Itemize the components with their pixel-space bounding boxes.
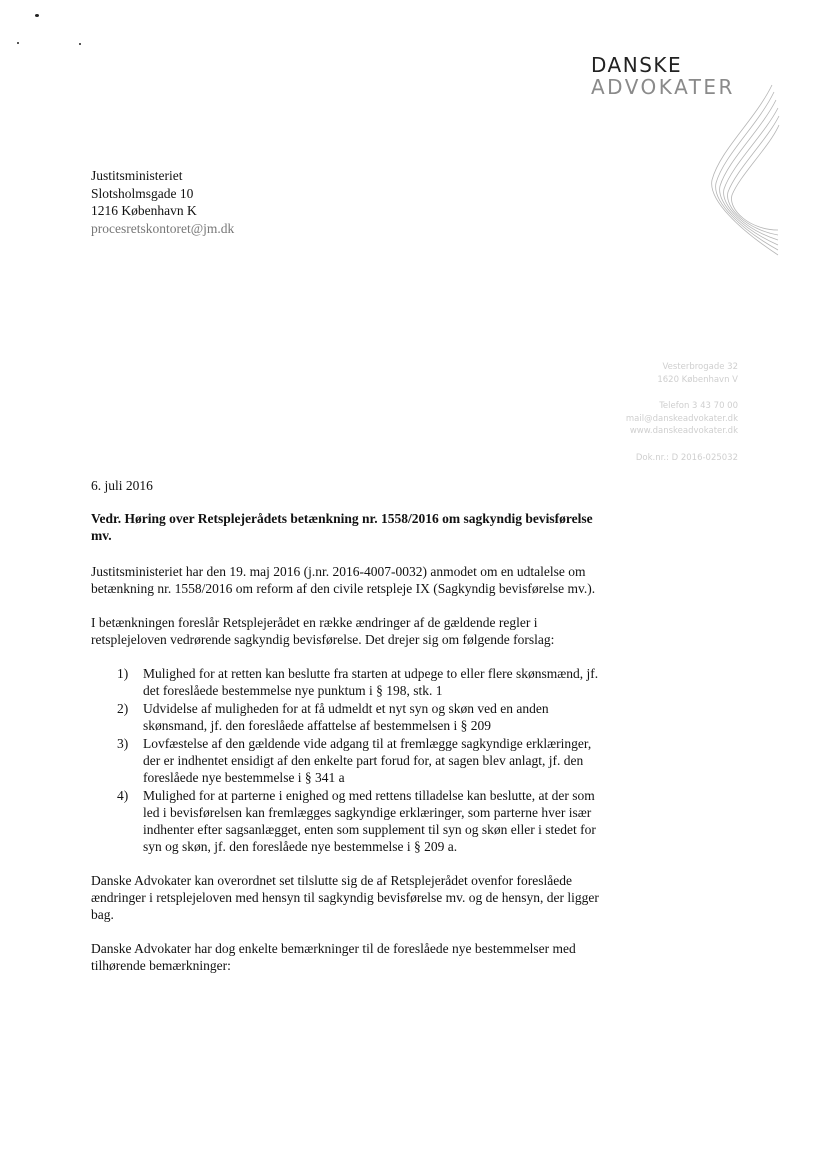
list-item-number: 1) bbox=[117, 666, 129, 681]
sender-phone: Telefon 3 43 70 00 bbox=[659, 401, 738, 411]
paragraph-2: I betænkningen foreslår Retsplejerådet en række ændringer af de gældende regler i retsplejeloven vedrørende sagkyndig bevisførelse. Det drejer sig om følgende forslag: bbox=[91, 615, 555, 647]
paragraph-3: Danske Advokater kan overordnet set tilslutte sig de af Retsplejerådet ovenfor foreslåede ændringer i retsplejeloven med hensyn til sagkyndig bevisførelse mv. og de hensyn, der ligger bag. bbox=[91, 873, 599, 922]
paragraph-4: Danske Advokater har dog enkelte bemærkninger til de foreslåede nye bestemmelser med tilhørende bemærkninger: bbox=[91, 941, 576, 973]
letter-date: 6. juli 2016 bbox=[91, 478, 153, 493]
list-item bbox=[117, 665, 606, 699]
scan-speck bbox=[79, 43, 81, 45]
list-item-number: 2) bbox=[117, 701, 129, 716]
letter-subject: Vedr. Høring over Retsplejerådets betænkning nr. 1558/2016 om sagkyndig bevisførelse mv. bbox=[91, 511, 593, 543]
list-item-text: Mulighed for at retten kan beslutte fra starten at udpege to eller flere skønsmænd, jf. det foreslåede bestemmelse nye punktum i § 198, stk. 1 bbox=[143, 666, 599, 698]
logo-line-1: DANSKE bbox=[591, 53, 683, 77]
list-item bbox=[117, 735, 606, 786]
list-item-number: 4) bbox=[117, 788, 129, 803]
paragraph-1: Justitsministeriet har den 19. maj 2016 (j.nr. 2016-4007-0032) anmodet om en udtalelse om betænkning nr. 1558/2016 om reform af den civile retspleje IX (Sagkyndig bevisførelse mv.). bbox=[91, 564, 596, 596]
letter-body bbox=[91, 510, 606, 991]
sender-contact-block bbox=[626, 361, 738, 464]
logo-swoosh-icon bbox=[700, 80, 780, 260]
document-number: Dok.nr.: D 2016-025032 bbox=[635, 452, 738, 463]
list-item-text: Lovfæstelse af den gældende vide adgang til at fremlægge sagkyndige erklæringer, der er indhentet ensidigt af den enkelte part forud for, at sagen blev anlagt, jf. den foreslåede nye bestemmelse i § 341 a bbox=[143, 736, 592, 785]
list-item-text: Mulighed for at parterne i enighed og med rettens tilladelse kan beslutte, at der som led i bevisførelsen kan fremlægges sagkyndige erklæringer, som parterne hver især indhenter efter sagsanlægget, enten som supplement til syn og skøn eller i stedet for syn og skøn, jf. den foreslåede nye bestemmelse i § 209 a. bbox=[143, 788, 596, 854]
recipient-address bbox=[91, 167, 234, 237]
list-item bbox=[117, 700, 606, 734]
recipient-street: Slotsholmsgade 10 bbox=[91, 185, 194, 201]
recipient-city: 1216 København K bbox=[91, 203, 197, 218]
sender-street: Vesterbrogade 32 bbox=[662, 362, 738, 372]
scan-speck bbox=[35, 14, 39, 17]
list-item-number: 3) bbox=[117, 736, 129, 751]
scan-speck bbox=[17, 42, 19, 44]
sender-email: mail@danskeadvokater.dk bbox=[625, 413, 738, 424]
sender-web: www.danskeadvokater.dk bbox=[629, 426, 738, 436]
recipient-email: procesretskontoret@jm.dk bbox=[91, 220, 235, 236]
list-item-text: Udvidelse af muligheden for at få udmeldt et nyt syn og skøn ved en anden skønsmand, jf. den foreslåede affattelse af bestemmelsen i § 209 bbox=[143, 701, 549, 733]
sender-city: 1620 København V bbox=[657, 374, 738, 385]
logo-line-2: ADVOKATER bbox=[591, 75, 735, 99]
list-item bbox=[117, 787, 606, 855]
recipient-name: Justitsministeriet bbox=[91, 168, 183, 183]
proposal-list bbox=[91, 665, 606, 855]
